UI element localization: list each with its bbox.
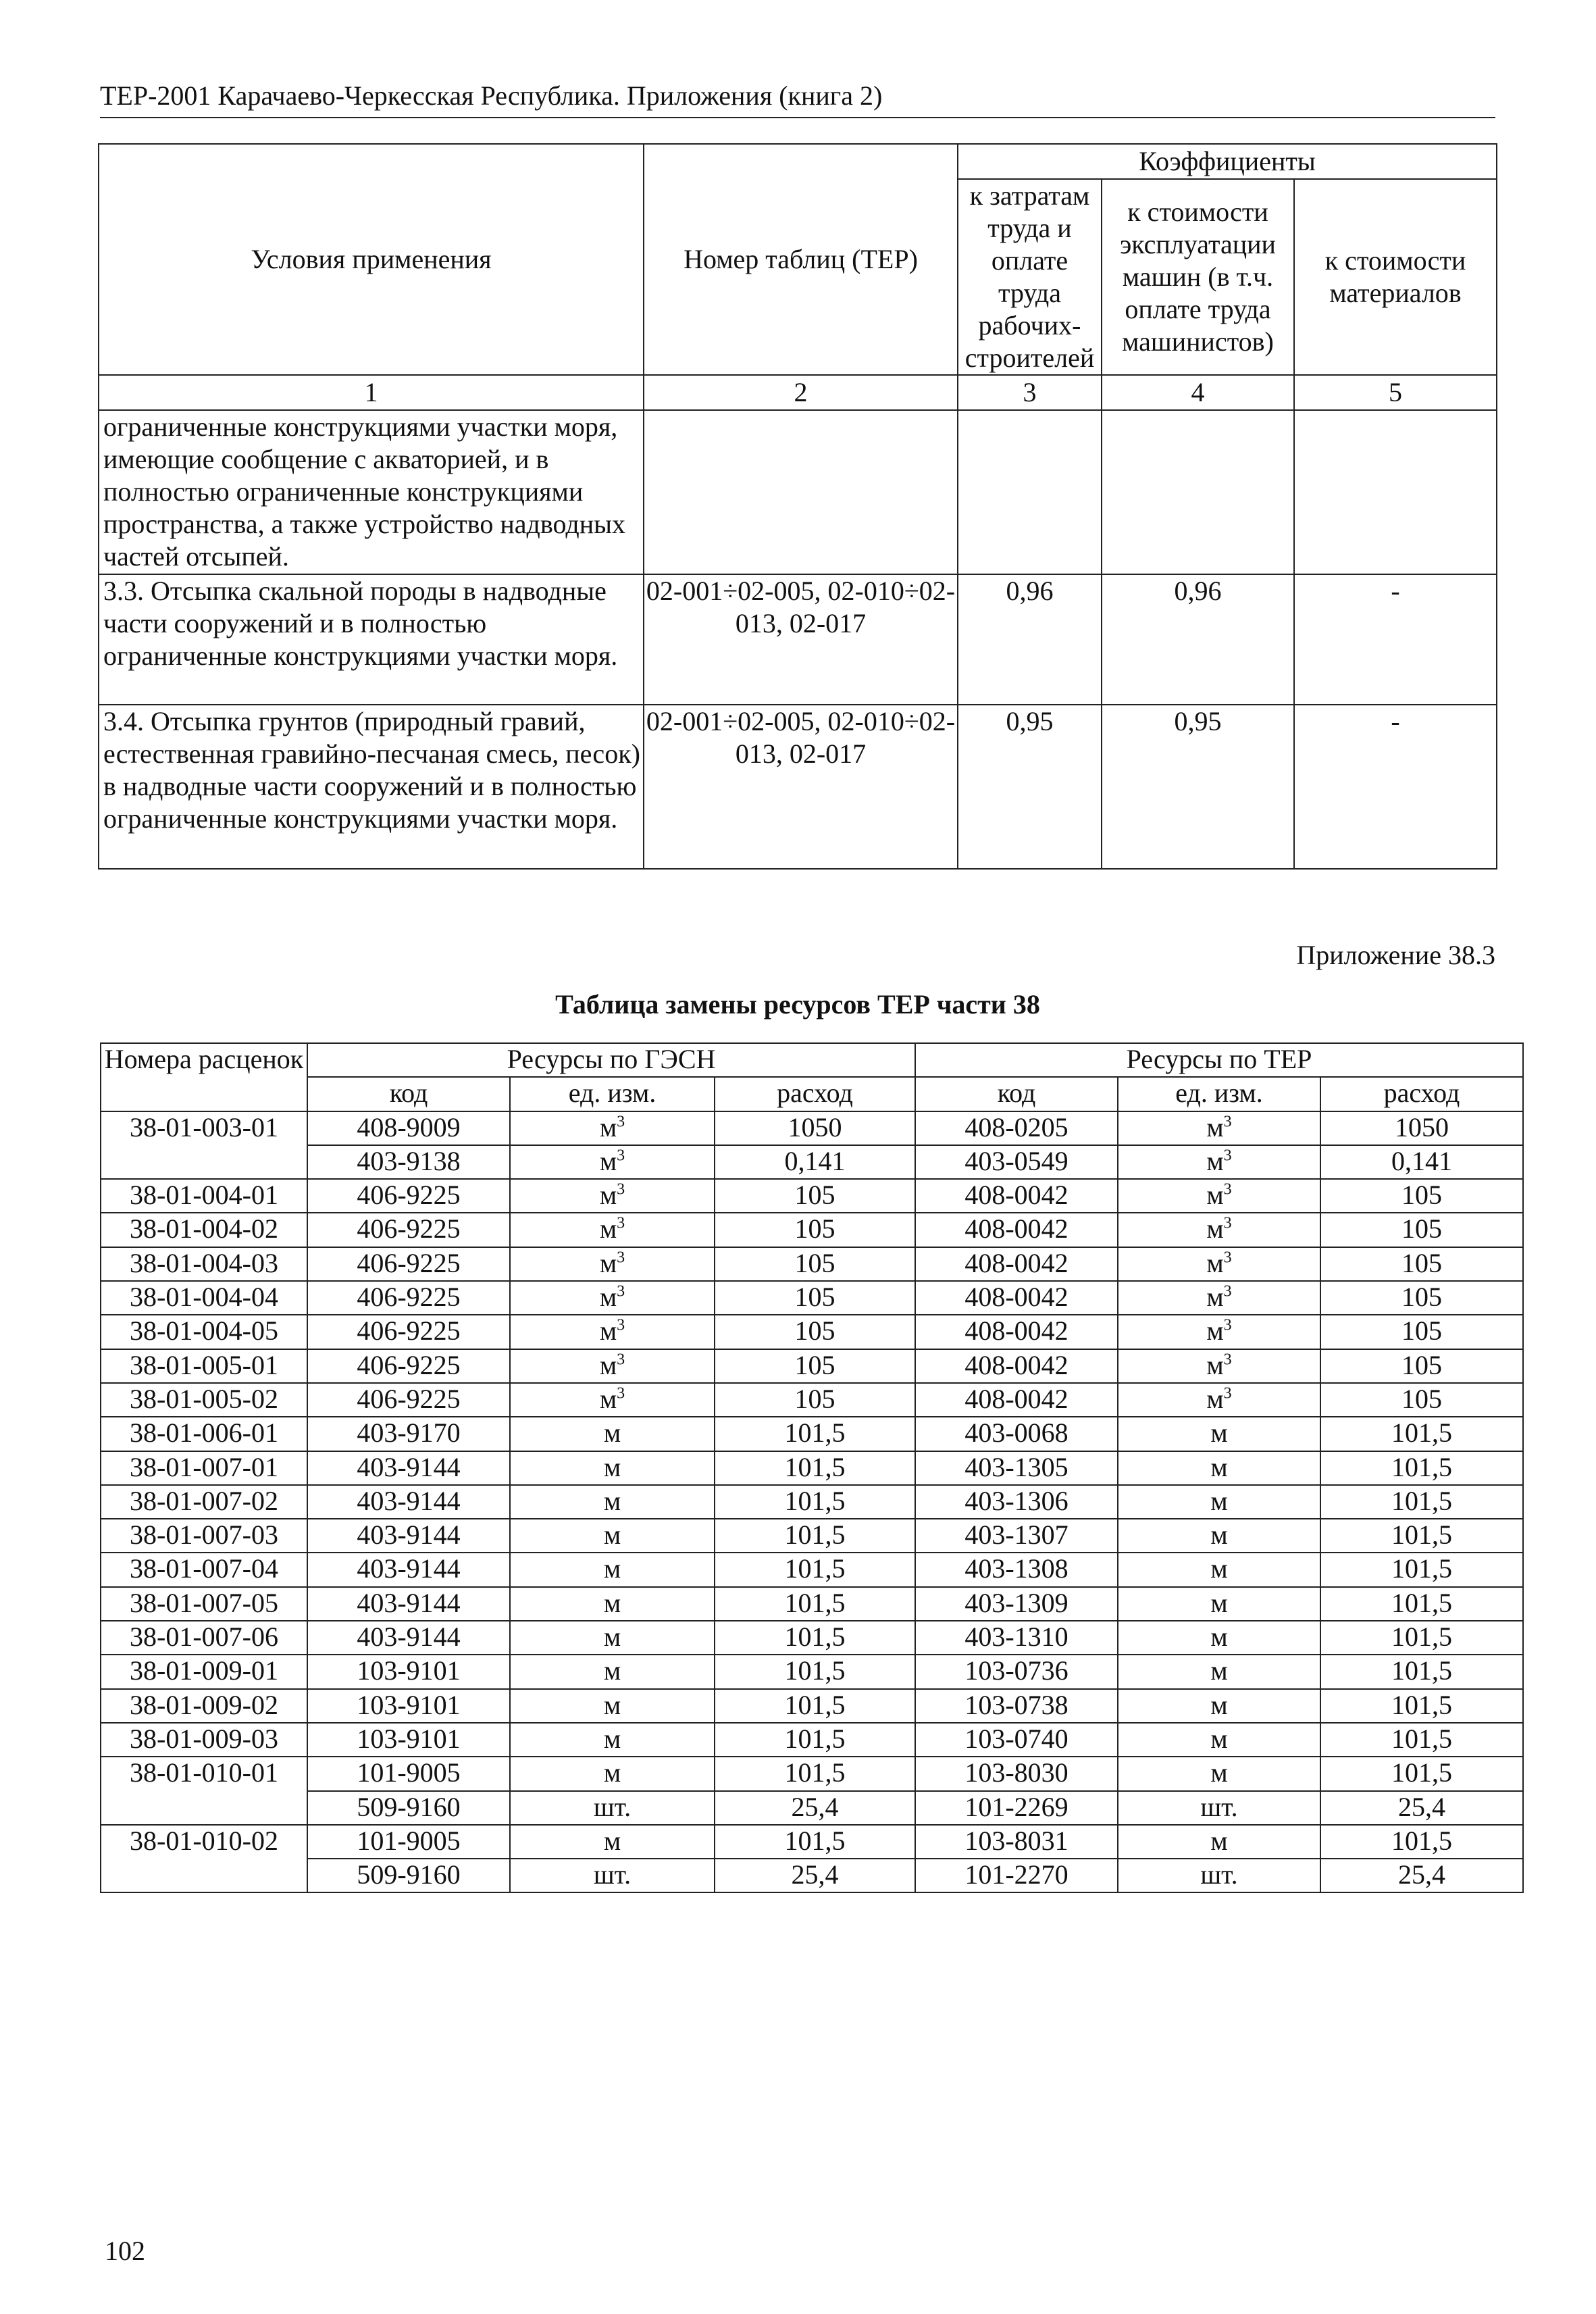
gesn-unit xyxy=(510,1485,715,1519)
unit-text: м xyxy=(599,1111,617,1142)
gesn-consumption: 105 xyxy=(715,1315,915,1349)
unit-exponent: 3 xyxy=(1223,1317,1232,1335)
unit-text: м xyxy=(1206,1247,1224,1278)
ter-code: 403-1307 xyxy=(915,1519,1118,1553)
rate-number: 38-01-007-01 xyxy=(101,1451,307,1485)
gesn-code: 406-9225 xyxy=(307,1349,510,1383)
appendix-label: Приложение 38.3 xyxy=(1296,940,1495,970)
unit-text: м xyxy=(599,1383,617,1414)
rate-number: 38-01-007-02 xyxy=(101,1485,307,1519)
ter-unit xyxy=(1118,1281,1320,1315)
coef-materials: - xyxy=(1294,574,1497,705)
ter-code: 408-0042 xyxy=(915,1349,1118,1383)
ter-code: 103-8030 xyxy=(915,1757,1118,1790)
table-row xyxy=(101,1791,1523,1825)
gesn-code: 101-9005 xyxy=(307,1825,510,1859)
gesn-code: 403-9144 xyxy=(307,1451,510,1485)
unit-text: м xyxy=(603,1485,621,1516)
ter-code: 403-1310 xyxy=(915,1621,1118,1655)
gesn-consumption: 101,5 xyxy=(715,1485,915,1519)
col-number: 4 xyxy=(1102,375,1294,410)
ter-unit xyxy=(1118,1723,1320,1757)
gesn-code: 406-9225 xyxy=(307,1315,510,1349)
table-numbers xyxy=(644,410,958,574)
unit-text: м xyxy=(1206,1315,1224,1347)
ter-unit xyxy=(1118,1349,1320,1383)
rate-number: 38-01-007-06 xyxy=(101,1621,307,1655)
unit-text: м xyxy=(1206,1383,1224,1414)
unit-exponent: 3 xyxy=(1223,1384,1232,1403)
unit-text: м xyxy=(1206,1213,1224,1244)
ter-unit xyxy=(1118,1485,1320,1519)
table-row xyxy=(101,1655,1523,1688)
coef-materials: - xyxy=(1294,705,1497,869)
header-code: код xyxy=(915,1077,1118,1111)
gesn-unit xyxy=(510,1655,715,1688)
gesn-unit xyxy=(510,1519,715,1553)
unit-text: шт. xyxy=(593,1791,632,1822)
unit-exponent: 3 xyxy=(1223,1147,1232,1165)
gesn-consumption: 101,5 xyxy=(715,1417,915,1451)
unit-exponent: 3 xyxy=(1223,1215,1232,1233)
unit-exponent: 3 xyxy=(617,1215,625,1233)
unit-exponent: 3 xyxy=(617,1147,625,1165)
unit-exponent: 3 xyxy=(617,1113,625,1131)
table-row xyxy=(101,1485,1523,1519)
table-row xyxy=(101,1179,1523,1213)
coef-labor: 0,95 xyxy=(958,705,1102,869)
gesn-code: 403-9144 xyxy=(307,1587,510,1621)
unit-exponent: 3 xyxy=(1223,1180,1232,1199)
gesn-unit xyxy=(510,1689,715,1723)
table-row xyxy=(101,1349,1523,1383)
gesn-code: 403-9170 xyxy=(307,1417,510,1451)
unit-text: м xyxy=(603,1757,621,1788)
header-labor: к затратам труда и оплате труда рабочих-строителей xyxy=(958,179,1102,375)
unit-text: м xyxy=(599,1282,617,1313)
col-number: 1 xyxy=(99,375,644,410)
rate-number: 38-01-004-04 xyxy=(101,1281,307,1315)
unit-text: м xyxy=(1210,1621,1228,1653)
table-numbers: 02-001÷02-005, 02-010÷02-013, 02-017 xyxy=(644,705,958,869)
unit-exponent: 3 xyxy=(617,1249,625,1267)
gesn-unit xyxy=(510,1315,715,1349)
table-row xyxy=(101,1519,1523,1553)
condition-text: ограниченные конструкциями участки моря, имеющие сообщение с акваторией, и в полностью ограниченные конструкциями пространства, а также устройство надводных частей отсыпей. xyxy=(99,410,644,574)
unit-text: м xyxy=(1206,1349,1224,1380)
unit-text: м xyxy=(603,1621,621,1653)
coef-labor: 0,96 xyxy=(958,574,1102,705)
ter-code: 408-0042 xyxy=(915,1179,1118,1213)
ter-consumption: 101,5 xyxy=(1320,1587,1523,1621)
gesn-consumption: 101,5 xyxy=(715,1689,915,1723)
rate-number: 38-01-005-01 xyxy=(101,1349,307,1383)
gesn-unit xyxy=(510,1723,715,1757)
rate-number: 38-01-004-05 xyxy=(101,1315,307,1349)
page-header: ТЕР-2001 Карачаево-Черкесская Республика. Приложения (книга 2) xyxy=(100,80,1495,118)
ter-consumption: 25,4 xyxy=(1320,1859,1523,1892)
gesn-unit xyxy=(510,1587,715,1621)
unit-text: м xyxy=(1210,1825,1228,1856)
ter-unit xyxy=(1118,1213,1320,1247)
ter-consumption: 101,5 xyxy=(1320,1655,1523,1688)
header-unit: ед. изм. xyxy=(1118,1077,1320,1111)
ter-code: 408-0042 xyxy=(915,1315,1118,1349)
ter-code: 408-0042 xyxy=(915,1247,1118,1281)
ter-unit xyxy=(1118,1383,1320,1417)
rate-number: 38-01-007-04 xyxy=(101,1553,307,1586)
ter-unit xyxy=(1118,1587,1320,1621)
unit-exponent: 3 xyxy=(1223,1113,1232,1131)
page-number: 102 xyxy=(105,2236,145,2266)
rate-number: 38-01-007-05 xyxy=(101,1587,307,1621)
rate-number: 38-01-006-01 xyxy=(101,1417,307,1451)
table-row xyxy=(101,1213,1523,1247)
table-row xyxy=(101,1145,1523,1179)
ter-consumption: 105 xyxy=(1320,1213,1523,1247)
table-row xyxy=(101,1111,1523,1145)
gesn-unit xyxy=(510,1383,715,1417)
ter-code: 103-0740 xyxy=(915,1723,1118,1757)
gesn-unit xyxy=(510,1247,715,1281)
gesn-consumption: 101,5 xyxy=(715,1757,915,1790)
unit-text: м xyxy=(1210,1723,1228,1754)
unit-text: м xyxy=(1210,1417,1228,1449)
rate-number: 38-01-009-03 xyxy=(101,1723,307,1757)
gesn-consumption: 105 xyxy=(715,1281,915,1315)
ter-code: 101-2270 xyxy=(915,1859,1118,1892)
condition-text: 3.4. Отсыпка грунтов (природный гравий, естественная гравийно-песчаная смесь, песок) в надводные части сооружений и в полностью ограниченные конструкциями участки моря. xyxy=(99,705,644,869)
gesn-code: 408-9009 xyxy=(307,1111,510,1145)
table-row xyxy=(101,1723,1523,1757)
table-numbers: 02-001÷02-005, 02-010÷02-013, 02-017 xyxy=(644,574,958,705)
coefficients-table xyxy=(98,143,1497,870)
gesn-unit xyxy=(510,1757,715,1790)
ter-consumption: 105 xyxy=(1320,1281,1523,1315)
gesn-code: 103-9101 xyxy=(307,1689,510,1723)
table-row xyxy=(101,1757,1523,1790)
ter-unit xyxy=(1118,1757,1320,1790)
table-title: Таблица замены ресурсов ТЕР части 38 xyxy=(555,989,1040,1020)
ter-consumption: 101,5 xyxy=(1320,1723,1523,1757)
unit-text: м xyxy=(599,1145,617,1176)
table-row xyxy=(101,1315,1523,1349)
gesn-unit xyxy=(510,1349,715,1383)
gesn-code: 406-9225 xyxy=(307,1383,510,1417)
gesn-consumption: 105 xyxy=(715,1247,915,1281)
ter-code: 408-0205 xyxy=(915,1111,1118,1145)
unit-text: м xyxy=(1210,1451,1228,1482)
gesn-consumption: 105 xyxy=(715,1179,915,1213)
ter-unit xyxy=(1118,1553,1320,1586)
gesn-code: 103-9101 xyxy=(307,1723,510,1757)
coef-labor xyxy=(958,410,1102,574)
table-row xyxy=(101,1825,1523,1859)
unit-text: м xyxy=(1210,1689,1228,1720)
unit-text: м xyxy=(603,1417,621,1449)
ter-code: 101-2269 xyxy=(915,1791,1118,1825)
unit-text: м xyxy=(599,1315,617,1347)
unit-text: шт. xyxy=(1200,1859,1238,1890)
gesn-unit xyxy=(510,1451,715,1485)
gesn-code: 509-9160 xyxy=(307,1859,510,1892)
unit-text: м xyxy=(603,1587,621,1618)
unit-exponent: 3 xyxy=(617,1384,625,1403)
ter-unit xyxy=(1118,1655,1320,1688)
col-number: 2 xyxy=(644,375,958,410)
ter-unit xyxy=(1118,1451,1320,1485)
table-row xyxy=(101,1247,1523,1281)
ter-consumption: 25,4 xyxy=(1320,1791,1523,1825)
table-row xyxy=(101,1587,1523,1621)
unit-text: м xyxy=(603,1553,621,1584)
unit-exponent: 3 xyxy=(1223,1249,1232,1267)
ter-code: 103-0738 xyxy=(915,1689,1118,1723)
unit-exponent: 3 xyxy=(617,1282,625,1301)
ter-code: 103-8031 xyxy=(915,1825,1118,1859)
ter-consumption: 105 xyxy=(1320,1247,1523,1281)
coef-machines: 0,96 xyxy=(1102,574,1294,705)
header-table-numbers: Номер таблиц (ТЕР) xyxy=(644,144,958,375)
rate-number: 38-01-004-03 xyxy=(101,1247,307,1281)
gesn-consumption: 101,5 xyxy=(715,1825,915,1859)
ter-consumption: 105 xyxy=(1320,1315,1523,1349)
gesn-consumption: 25,4 xyxy=(715,1791,915,1825)
gesn-consumption: 0,141 xyxy=(715,1145,915,1179)
unit-text: м xyxy=(599,1213,617,1244)
ter-consumption: 101,5 xyxy=(1320,1485,1523,1519)
ter-consumption: 101,5 xyxy=(1320,1621,1523,1655)
ter-consumption: 1050 xyxy=(1320,1111,1523,1145)
ter-consumption: 0,141 xyxy=(1320,1145,1523,1179)
table-row xyxy=(101,1859,1523,1892)
unit-text: м xyxy=(603,1723,621,1754)
gesn-code: 403-9144 xyxy=(307,1553,510,1586)
ter-code: 403-1308 xyxy=(915,1553,1118,1586)
ter-code: 408-0042 xyxy=(915,1213,1118,1247)
ter-unit xyxy=(1118,1859,1320,1892)
gesn-code: 101-9005 xyxy=(307,1757,510,1790)
unit-text: м xyxy=(603,1825,621,1856)
header-machines: к стоимости эксплуатации машин (в т.ч. оплате труда машинистов) xyxy=(1102,179,1294,375)
ter-consumption: 101,5 xyxy=(1320,1553,1523,1586)
table-row xyxy=(101,1383,1523,1417)
header-ter: Ресурсы по ТЕР xyxy=(915,1043,1523,1077)
ter-unit xyxy=(1118,1417,1320,1451)
unit-text: м xyxy=(1210,1655,1228,1686)
ter-unit xyxy=(1118,1791,1320,1825)
gesn-code: 406-9225 xyxy=(307,1281,510,1315)
unit-text: м xyxy=(603,1689,621,1720)
unit-text: м xyxy=(1206,1180,1224,1211)
ter-code: 403-1305 xyxy=(915,1451,1118,1485)
unit-text: м xyxy=(1206,1145,1224,1176)
unit-text: м xyxy=(599,1349,617,1380)
gesn-code: 406-9225 xyxy=(307,1213,510,1247)
ter-consumption: 101,5 xyxy=(1320,1417,1523,1451)
gesn-consumption: 101,5 xyxy=(715,1723,915,1757)
gesn-code: 403-9138 xyxy=(307,1145,510,1179)
unit-text: м xyxy=(1210,1587,1228,1618)
unit-text: шт. xyxy=(593,1859,632,1890)
gesn-code: 103-9101 xyxy=(307,1655,510,1688)
unit-text: м xyxy=(599,1180,617,1211)
unit-text: м xyxy=(1210,1757,1228,1788)
ter-unit xyxy=(1118,1519,1320,1553)
header-materials: к стоимости материалов xyxy=(1294,179,1497,375)
col-number: 3 xyxy=(958,375,1102,410)
table-row xyxy=(101,1281,1523,1315)
unit-exponent: 3 xyxy=(617,1351,625,1369)
unit-text: м xyxy=(603,1451,621,1482)
ter-unit xyxy=(1118,1247,1320,1281)
rate-number: 38-01-005-02 xyxy=(101,1383,307,1417)
table-row xyxy=(101,1553,1523,1586)
ter-consumption: 101,5 xyxy=(1320,1825,1523,1859)
ter-code: 403-1309 xyxy=(915,1587,1118,1621)
resource-replacement-table xyxy=(100,1042,1524,1893)
ter-unit xyxy=(1118,1315,1320,1349)
gesn-unit xyxy=(510,1553,715,1586)
gesn-unit xyxy=(510,1145,715,1179)
gesn-consumption: 101,5 xyxy=(715,1655,915,1688)
table-row xyxy=(101,1621,1523,1655)
unit-exponent: 3 xyxy=(617,1317,625,1335)
header-code: код xyxy=(307,1077,510,1111)
gesn-code: 403-9144 xyxy=(307,1519,510,1553)
gesn-code: 403-9144 xyxy=(307,1485,510,1519)
ter-unit xyxy=(1118,1145,1320,1179)
ter-code: 403-1306 xyxy=(915,1485,1118,1519)
condition-text: 3.3. Отсыпка скальной породы в надводные части сооружений и в полностью ограниченные конструкциями участки моря. xyxy=(99,574,644,705)
ter-code: 403-0549 xyxy=(915,1145,1118,1179)
gesn-code: 509-9160 xyxy=(307,1791,510,1825)
header-unit: ед. изм. xyxy=(510,1077,715,1111)
unit-exponent: 3 xyxy=(1223,1282,1232,1301)
ter-code: 403-0068 xyxy=(915,1417,1118,1451)
unit-text: м xyxy=(603,1655,621,1686)
gesn-code: 406-9225 xyxy=(307,1247,510,1281)
coef-machines: 0,95 xyxy=(1102,705,1294,869)
ter-consumption: 101,5 xyxy=(1320,1689,1523,1723)
gesn-unit xyxy=(510,1621,715,1655)
header-consumption: расход xyxy=(715,1077,915,1111)
rate-number: 38-01-009-02 xyxy=(101,1689,307,1723)
ter-consumption: 105 xyxy=(1320,1179,1523,1213)
gesn-unit xyxy=(510,1859,715,1892)
rate-number: 38-01-009-01 xyxy=(101,1655,307,1688)
unit-text: м xyxy=(599,1247,617,1278)
gesn-code: 406-9225 xyxy=(307,1179,510,1213)
rate-number: 38-01-003-01 xyxy=(101,1111,307,1180)
ter-unit xyxy=(1118,1179,1320,1213)
unit-text: м xyxy=(1210,1553,1228,1584)
gesn-consumption: 101,5 xyxy=(715,1553,915,1586)
gesn-unit xyxy=(510,1417,715,1451)
coef-machines xyxy=(1102,410,1294,574)
ter-unit xyxy=(1118,1825,1320,1859)
gesn-consumption: 25,4 xyxy=(715,1859,915,1892)
unit-text: м xyxy=(1206,1282,1224,1313)
rate-number: 38-01-010-01 xyxy=(101,1757,307,1825)
ter-consumption: 101,5 xyxy=(1320,1519,1523,1553)
gesn-consumption: 101,5 xyxy=(715,1451,915,1485)
table-row xyxy=(101,1451,1523,1485)
header-conditions: Условия применения xyxy=(99,144,644,375)
gesn-consumption: 105 xyxy=(715,1383,915,1417)
unit-exponent: 3 xyxy=(1223,1351,1232,1369)
gesn-consumption: 101,5 xyxy=(715,1621,915,1655)
ter-code: 408-0042 xyxy=(915,1281,1118,1315)
gesn-unit xyxy=(510,1179,715,1213)
unit-text: м xyxy=(1210,1485,1228,1516)
unit-exponent: 3 xyxy=(617,1180,625,1199)
ter-code: 408-0042 xyxy=(915,1383,1118,1417)
unit-text: м xyxy=(1210,1519,1228,1551)
col-number: 5 xyxy=(1294,375,1497,410)
gesn-consumption: 105 xyxy=(715,1213,915,1247)
gesn-consumption: 101,5 xyxy=(715,1587,915,1621)
gesn-code: 403-9144 xyxy=(307,1621,510,1655)
header-consumption: расход xyxy=(1320,1077,1523,1111)
gesn-unit xyxy=(510,1791,715,1825)
rate-number: 38-01-004-02 xyxy=(101,1213,307,1247)
gesn-unit xyxy=(510,1281,715,1315)
ter-consumption: 105 xyxy=(1320,1349,1523,1383)
coef-materials xyxy=(1294,410,1497,574)
ter-unit xyxy=(1118,1689,1320,1723)
unit-text: шт. xyxy=(1200,1791,1238,1822)
ter-code: 103-0736 xyxy=(915,1655,1118,1688)
gesn-unit xyxy=(510,1213,715,1247)
ter-consumption: 101,5 xyxy=(1320,1451,1523,1485)
rate-number: 38-01-007-03 xyxy=(101,1519,307,1553)
header-rate-numbers: Номера расценок xyxy=(101,1043,307,1111)
ter-unit xyxy=(1118,1111,1320,1145)
table-row xyxy=(101,1689,1523,1723)
gesn-consumption: 105 xyxy=(715,1349,915,1383)
ter-consumption: 105 xyxy=(1320,1383,1523,1417)
ter-unit xyxy=(1118,1621,1320,1655)
gesn-consumption: 1050 xyxy=(715,1111,915,1145)
gesn-unit xyxy=(510,1825,715,1859)
rate-number: 38-01-010-02 xyxy=(101,1825,307,1893)
unit-text: м xyxy=(603,1519,621,1551)
ter-consumption: 101,5 xyxy=(1320,1757,1523,1790)
header-coefficients: Коэффициенты xyxy=(958,144,1497,179)
gesn-unit xyxy=(510,1111,715,1145)
gesn-consumption: 101,5 xyxy=(715,1519,915,1553)
header-gesn: Ресурсы по ГЭСН xyxy=(307,1043,915,1077)
unit-text: м xyxy=(1206,1111,1224,1142)
table-row xyxy=(101,1417,1523,1451)
rate-number: 38-01-004-01 xyxy=(101,1179,307,1213)
